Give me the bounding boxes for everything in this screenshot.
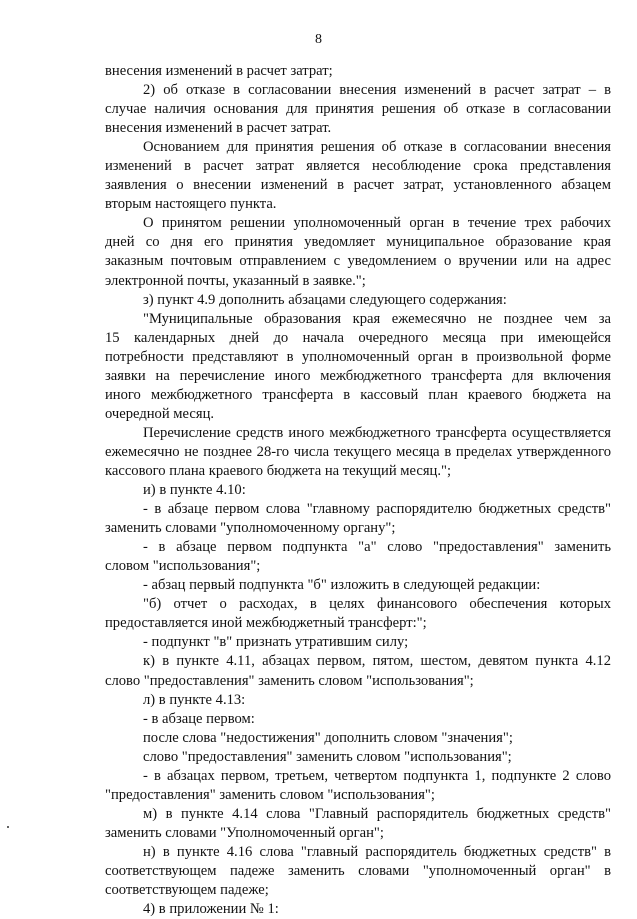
document-body [105,62,611,919]
text-line: слово "предоставления" заменить словом "использования"; [143,748,512,765]
text-line: электронной почты, указанный в заявке."; [105,272,366,289]
text-line: кассового плана краевого бюджета на текущий месяц."; [105,462,452,479]
text-line: заменить словами "уполномоченному органу"; [105,520,396,537]
text-line: О принятом решении уполномоченный орган в течение трех рабочих [143,215,611,232]
text-line: 15 календарных дней до начала очередного месяца при имеющейся [105,329,611,346]
text-line: - в абзацах первом, третьем, четвертом подпункта 1, подпункте 2 слово [143,767,611,784]
text-line: "Муниципальные образования края ежемесячно не позднее чем за [143,310,611,327]
text-line: изменений в расчет затрат является несоблюдение срока представления [105,158,611,175]
text-line: з) пункт 4.9 дополнить абзацами следующего содержания: [143,291,507,308]
text-line: - в абзаце первом: [143,710,255,727]
text-line: очередной месяц. [105,405,215,422]
text-line: - в абзаце первом подпункта "а" слово "предоставления" заменить [143,539,611,556]
text-line: соответствующем падеже заменить словами "уполномоченный орган" в [105,862,611,879]
text-line: - подпункт "в" признать утратившим силу; [143,634,409,651]
text-line: потребности представляют в уполномоченный орган в произвольной форме [105,348,611,365]
text-line: заменить словами "Уполномоченный орган"; [105,824,384,841]
text-line: дней со дня его принятия уведомляет муниципальное образование края [105,234,611,251]
text-line: "предоставления" заменить словом "использования"; [105,786,435,803]
text-line: 2) об отказе в согласовании внесения изменений в расчет затрат – в [143,82,611,99]
text-line: м) в пункте 4.14 слова "Главный распорядитель бюджетных средств" [143,805,611,822]
text-line: иного межбюджетного трансферта в кассовый план краевого бюджета на [105,386,611,403]
text-line: вторым настоящего пункта. [105,196,277,213]
text-line: - в абзаце первом слова "главному распорядителю бюджетных средств" [143,501,611,518]
text-line: Перечисление средств иного межбюджетного трансферта осуществляется [143,424,611,441]
text-line: л) в пункте 4.13: [143,691,246,708]
text-line: Основанием для принятия решения об отказе в согласовании внесения [143,139,611,156]
text-line: предоставляется иной межбюджетный трансферт:"; [105,615,427,632]
text-line: ежемесячно не позднее 28-го числа текущего месяца в пределах утвержденного [105,443,611,460]
scan-speck [7,826,9,828]
page-number: 8 [315,32,322,47]
text-line: 4) в приложении № 1: [143,901,279,918]
text-line: слово "предоставления" заменить словом "использования"; [105,672,474,689]
text-line: словом "использования"; [105,558,261,575]
text-line: н) в пункте 4.16 слова "главный распорядитель бюджетных средств" в [143,843,611,860]
text-line: заявления о внесении изменений в расчет затрат, установленного абзацем [105,177,611,194]
text-line: соответствующем падеже; [105,882,269,899]
text-line: внесения изменений в расчет затрат. [105,120,332,137]
text-line: внесения изменений в расчет затрат; [105,63,333,79]
text-line: и) в пункте 4.10: [143,482,246,499]
text-line: "б) отчет о расходах, в целях финансового обеспечения которых [143,596,611,613]
text-line: - абзац первый подпункта "б" изложить в следующей редакции: [143,577,541,594]
text-line: заказным почтовым отправлением с уведомлением о вручении или на адрес [105,253,611,270]
text-line: после слова "недостижения" дополнить словом "значения"; [143,729,513,746]
text-line: к) в пункте 4.11, абзацах первом, пятом, шестом, девятом пункта 4.12 [143,653,611,670]
text-line: заявки на перечисление иного межбюджетного трансферта для включения [105,367,611,384]
text-line: случае наличия основания для принятия решения об отказе в согласовании [105,101,611,118]
